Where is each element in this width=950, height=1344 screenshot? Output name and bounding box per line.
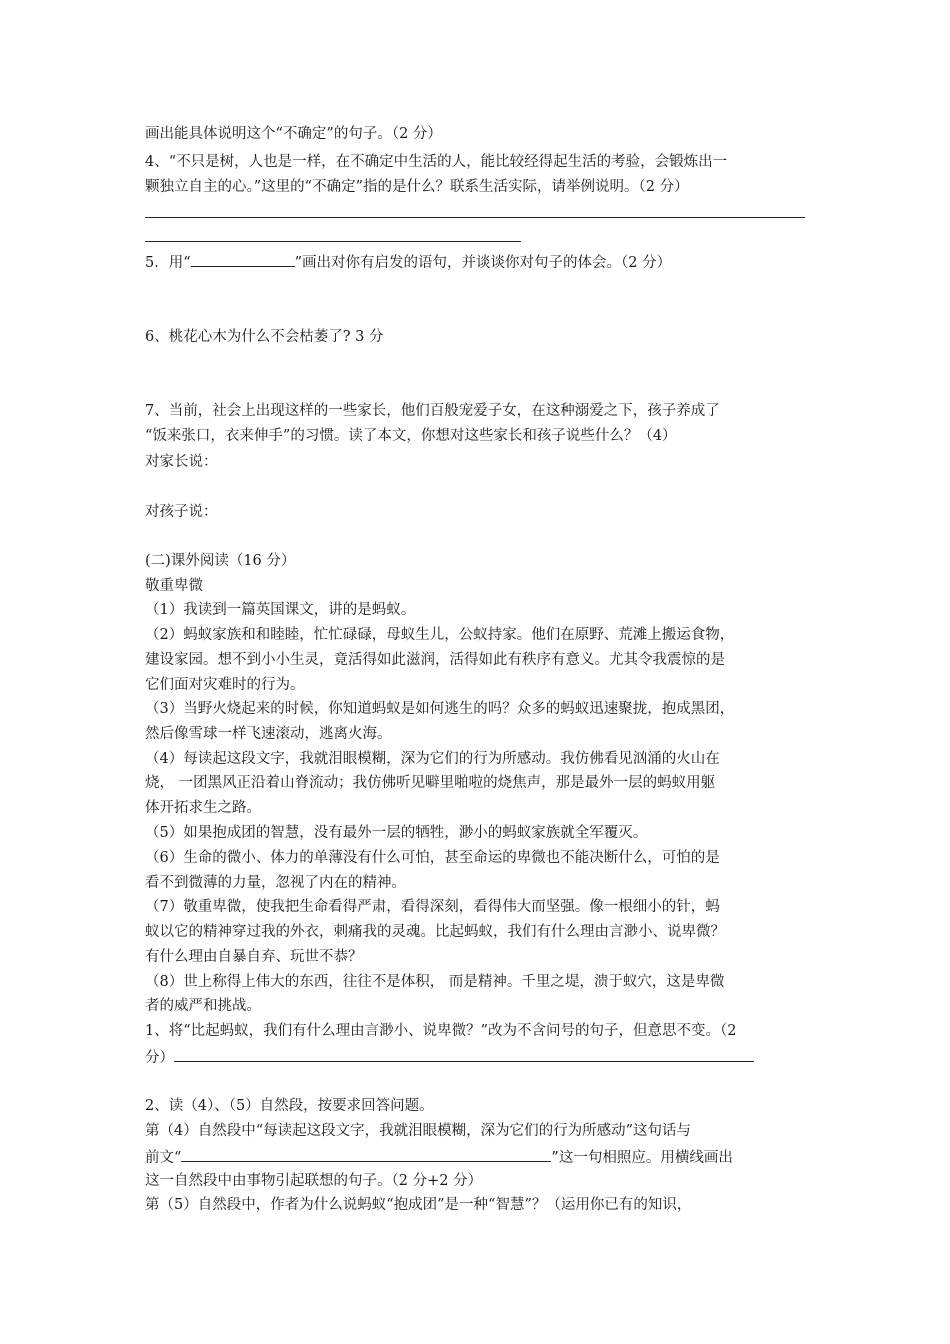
sq2-line3-suffix: ”这一句相照应。用横线画出	[551, 1150, 733, 1166]
article-line: 蚁以它的精神穿过我的外衣，刺痛我的灵魂。比起蚂蚁，我们有什么理由言渺小、说卑微？	[145, 924, 725, 940]
sq1-line2-text: 分）	[145, 1050, 174, 1066]
sq2-answer-line[interactable]	[181, 1147, 551, 1162]
q7-line2: “饭来张口，衣来伸手”的习惯。读了本文，你想对这些家长和孩子说些什么？（4）	[145, 428, 677, 444]
q7-children-label: 对孩子说：	[145, 504, 218, 520]
article-line: （8）世上称得上伟大的东西，往往不是体积， 而是精神。千里之堤，溃于蚁穴，这是卑微	[145, 974, 725, 990]
article-line: 它们面对灾难时的行为。	[145, 677, 305, 693]
article-line: （2）蚂蚁家族和和睦睦，忙忙碌碌，母蚁生儿，公蚁持家。他们在原野、荒滩上搬运食物，	[145, 627, 735, 643]
sq2-line3	[145, 1147, 733, 1167]
q4-line2: 颗独立自主的心。”这里的“不确定”指的是什么？联系生活实际，请举例说明。（2 分）	[145, 179, 689, 195]
sq2-line2: 第（4）自然段中“每读起这段文字，我就泪眼模糊，深为它们的行为所感动”这句话与	[145, 1123, 692, 1139]
q5-question	[145, 252, 671, 272]
article-line: （3）当野火烧起来的时候，你知道蚂蚁是如何逃生的吗？众多的蚂蚁迅速聚拢，抱成黑团，	[145, 701, 735, 717]
q4-answer-line-1[interactable]	[145, 217, 805, 218]
sq1-line1: 1、将“比起蚂蚁，我们有什么理由言渺小、说卑微？”改为不含问号的句子，但意思不变。（2	[145, 1023, 737, 1039]
article-title: 敬重卑微	[145, 578, 203, 594]
article-line: 者的威严和挑战。	[145, 998, 261, 1014]
section-heading: (二)课外阅读（16 分）	[145, 553, 296, 569]
article-line: （4）每读起这段文字，我就泪眼模糊，深为它们的行为所感动。我仿佛看见汹涌的火山在	[145, 751, 720, 767]
q4-answer-line-2[interactable]	[145, 241, 521, 242]
q7-parents-label: 对家长说：	[145, 454, 218, 470]
sq2-line3-prefix: 前文“	[145, 1150, 182, 1166]
article-line: 烧， 一团黑风正沿着山脊流动；我仿佛听见噼里啪啦的烧焦声，那是最外一层的蚂蚁用躯	[145, 775, 716, 791]
article-line: 建设家园。想不到小小生灵，竟活得如此滋润，活得如此有秩序有意义。尤其令我震惊的是	[145, 652, 725, 668]
article-line: （7）敬重卑微，使我把生命看得严肃，看得深刻，看得伟大而坚强。像一根细小的针，蚂	[145, 899, 720, 915]
sq1-answer-line[interactable]	[174, 1047, 754, 1062]
sq2-line5: 第（5）自然段中，作者为什么说蚂蚁“抱成团”是一种“智慧”？（运用你已有的知识，	[145, 1197, 692, 1213]
article-line: 然后像雪球一样飞速滚动，逃离火海。	[145, 726, 392, 742]
article-line: （1）我读到一篇英国课文，讲的是蚂蚁。	[145, 602, 416, 618]
q5-prefix: 5．用“	[145, 255, 191, 271]
sq1-line2	[145, 1047, 754, 1067]
q7-line1: 7、当前，社会上出现这样的一些家长，他们百般宠爱子女，在这种溺爱之下，孩子养成了	[145, 403, 720, 419]
article-line: 体开拓求生之路。	[145, 800, 261, 816]
q5-suffix: ”画出对你有启发的语句，并谈谈你对句子的体会。（2 分）	[294, 255, 672, 271]
q4-line1: 4、“不只是树，人也是一样，在不确定中生活的人，能比较经得起生活的考验，会锻炼出一	[145, 154, 728, 170]
article-line: 有什么理由自暴自弃、玩世不恭？	[145, 949, 363, 965]
q3-tail: 画出能具体说明这个“不确定”的句子。（2 分）	[145, 126, 442, 142]
sq2-line1: 2、读（4）、（5）自然段，按要求回答问题。	[145, 1098, 434, 1114]
article-line: （6）生命的微小、体力的单薄没有什么可怕，甚至命运的卑微也不能决断什么，可怕的是	[145, 850, 720, 866]
q6-question: 6、桃花心木为什么不会枯萎了? 3 分	[145, 329, 384, 345]
article-line: 看不到微薄的力量，忽视了内在的精神。	[145, 875, 406, 891]
article-line: （5）如果抱成团的智慧，没有最外一层的牺牲，渺小的蚂蚁家族就全军覆灭。	[145, 825, 648, 841]
q5-underline-sample	[191, 252, 295, 267]
sq2-line4: 这一自然段中由事物引起联想的句子。（2 分+2 分）	[145, 1173, 483, 1189]
